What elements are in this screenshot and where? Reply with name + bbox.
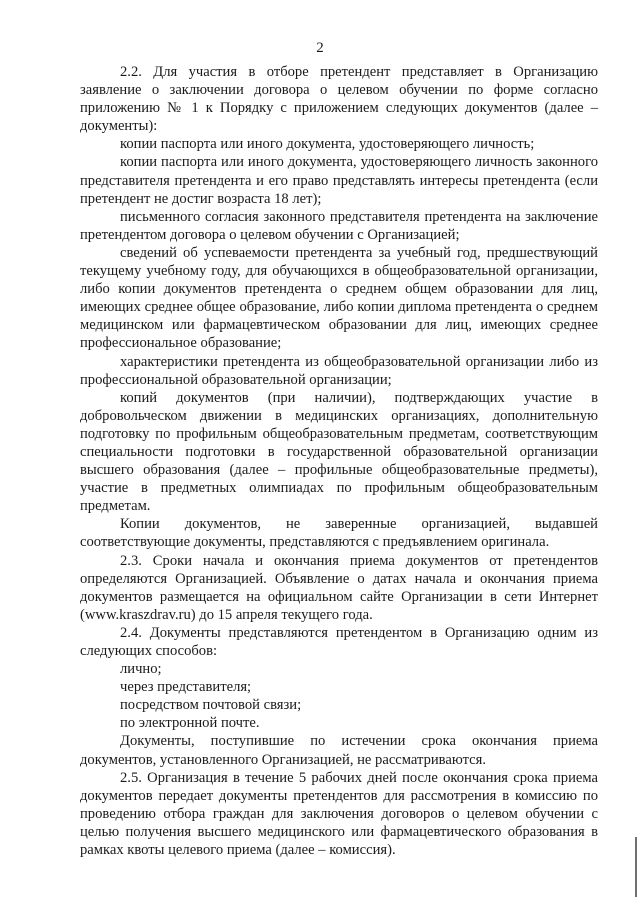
list-item-characteristics: характеристики претендента из общеобразовательной организации либо из профессиональной образовательной организации;: [80, 353, 598, 388]
paragraph-2-2: 2.2. Для участия в отборе претендент представляет в Организацию заявление о заключении договора о целевом обучении по форме согласно приложению № 1 к Порядку с приложением следующих документов (далее – документы):: [80, 64, 598, 135]
paragraph-2-3: 2.3. Сроки начала и окончания приема документов от претендентов определяются Организацией. Объявление о датах начала и окончания приема документов размещается на официальном сайте Организации в сети Интернет (www.kraszdrav.ru) до 15 апреля текущего года.: [80, 552, 598, 623]
list-item-in-person: лично;: [120, 661, 162, 678]
page-number: 2: [316, 40, 324, 56]
list-item-volunteer-docs: копий документов (при наличии), подтверждающих участие в добровольческом движении в медицинских организациях, дополнительную подготовку по профильным общеобразовательным предметам, соответствующим специальности подготовки в государственной образовательной организации высшего образования (далее – профильные общеобразовательные предметы), участие в предметных олимпиадах по профильным общеобразовательным предметам.: [80, 389, 598, 515]
list-item-representative-passport: копии паспорта или иного документа, удостоверяющего личность законного представителя претендента и его право представлять интересы претендента (если претендент не достиг возраста 18 лет);: [80, 154, 598, 207]
list-item-passport: копии паспорта или иного документа, удостоверяющего личность;: [120, 136, 535, 153]
paragraph-late-documents: Документы, поступившие по истечении срока окончания приема документов, установленного Организацией, не рассматриваются.: [80, 733, 598, 768]
document-body: [80, 63, 598, 859]
paragraph-copies: Копии документов, не заверенные организацией, выдавшей соответствующие документы, представляются с предъявлением оригинала.: [80, 516, 598, 551]
list-item-via-representative: через представителя;: [120, 679, 252, 696]
list-item-written-consent: письменного согласия законного представителя претендента на заключение претендентом договора о целевом обучении с Организацией;: [80, 208, 598, 243]
paragraph-2-5: 2.5. Организация в течение 5 рабочих дней после окончания срока приема документов передает документы претендентов для рассмотрения в комиссию по проведению отбора граждан для заключения договоров о целевом обучении с целью получения высшего медицинского или фармацевтического образования в рамках квоты целевого приема (далее – комиссия).: [80, 769, 598, 859]
scan-edge-mark: [635, 837, 637, 897]
list-item-academic-records: сведений об успеваемости претендента за учебный год, предшествующий текущему учебному году, для обучающихся в общеобразовательной организации, либо копии документов претендента о среднем общем образовании для лиц, имеющих среднее общее образование, либо копии диплома претендента о среднем медицинском или фармацевтическом образовании для лиц, имеющих среднее профессиональное образование;: [80, 244, 598, 352]
list-item-by-email: по электронной почте.: [120, 715, 260, 732]
paragraph-2-4: 2.4. Документы представляются претендентом в Организацию одним из следующих способов:: [80, 624, 598, 659]
list-item-by-post: посредством почтовой связи;: [120, 697, 302, 714]
